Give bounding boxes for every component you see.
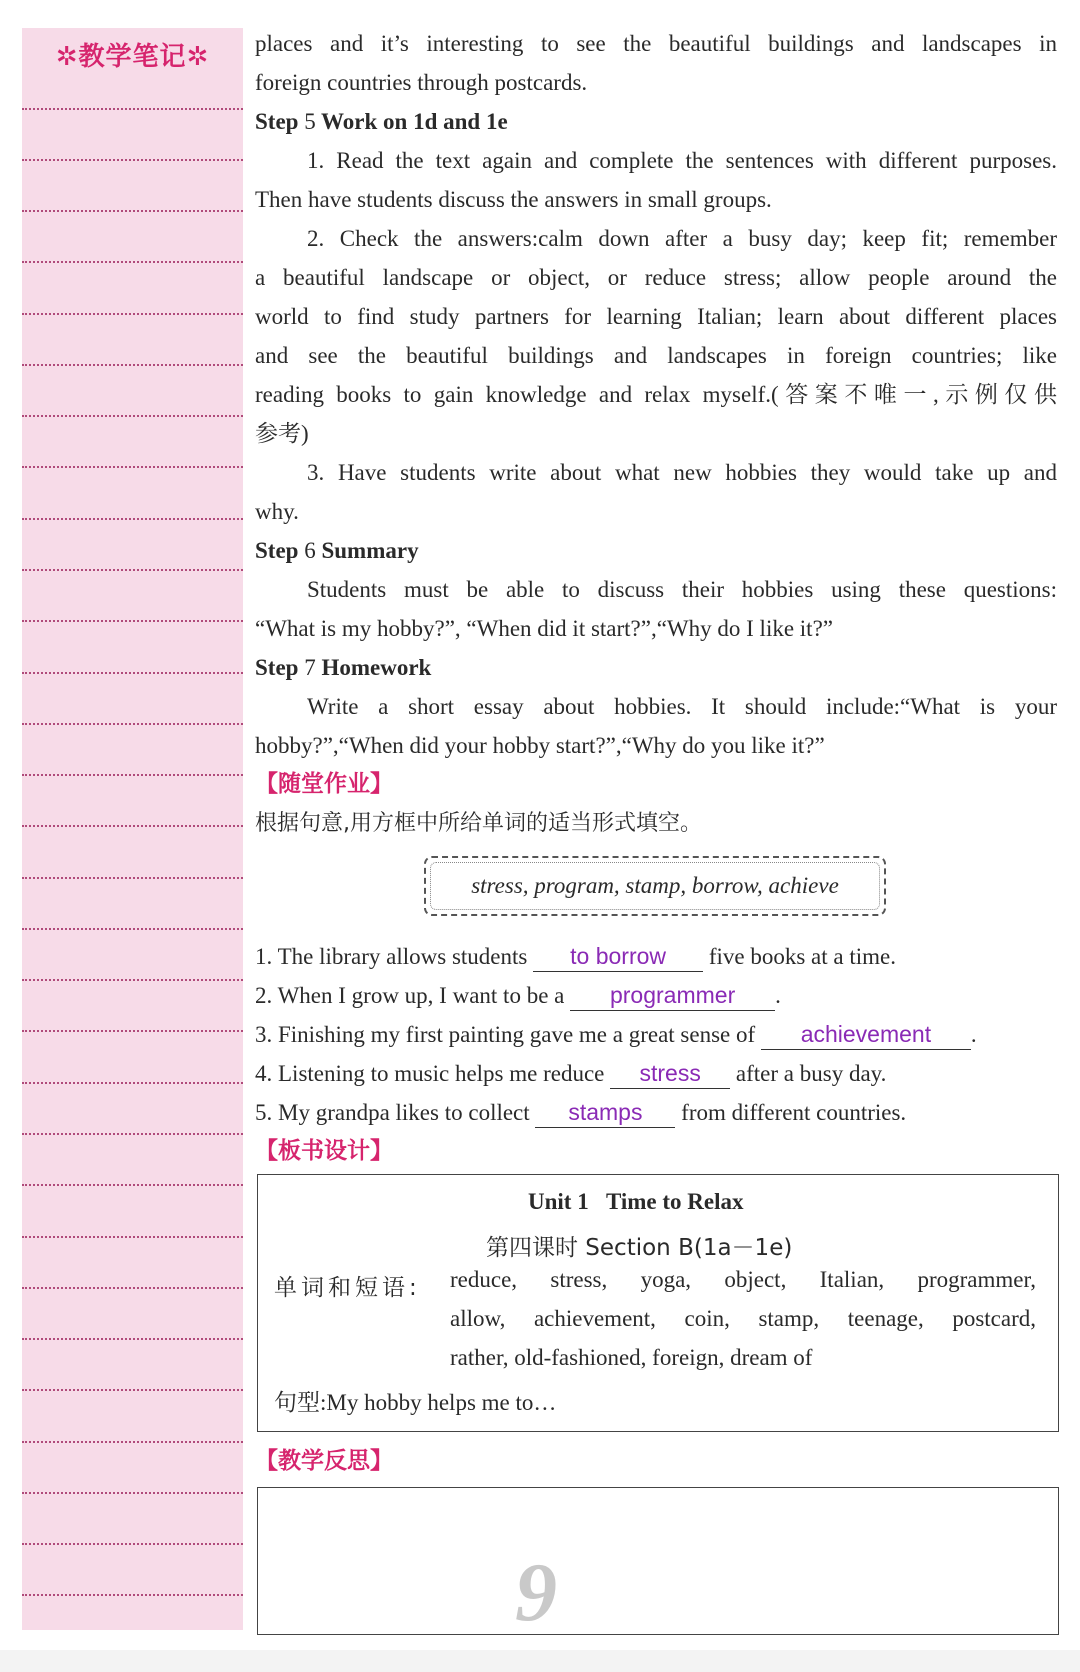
- answer-blank: achievement: [761, 1019, 971, 1050]
- answer-blank: stress: [610, 1058, 730, 1089]
- step-6-heading: Step 6 Summary: [255, 538, 419, 563]
- text-line: 3. Have students write about what new hobbies they would take up and: [307, 460, 1057, 485]
- note-line: [22, 261, 243, 263]
- board-vocab-line: allow, achievement, coin, stamp, teenage, postcard,: [450, 1306, 1036, 1331]
- note-line: [22, 672, 243, 674]
- text-line: 参考): [255, 421, 309, 446]
- text-line: and see the beautiful buildings and landscapes in foreign countries; like: [255, 343, 1057, 368]
- teaching-notes-title: ✲教学笔记✲: [55, 42, 210, 72]
- board-vocab-label: 单词和短语:: [274, 1275, 421, 1301]
- exercise-item: 1. The library allows students to borrow five books at a time.: [255, 937, 1057, 976]
- note-line: [22, 1236, 243, 1238]
- answer-blank: stamps: [535, 1097, 675, 1128]
- text-line: 2. Check the answers:calm down after a busy day; keep fit; remember: [307, 226, 1057, 251]
- step-7-heading: Step 7 Homework: [255, 655, 432, 680]
- note-line: [22, 466, 243, 468]
- note-line: [22, 1287, 243, 1289]
- note-line: [22, 1338, 243, 1340]
- note-line: [22, 1492, 243, 1494]
- note-line: [22, 415, 243, 417]
- note-line: [22, 1594, 243, 1596]
- note-line: [22, 569, 243, 571]
- note-line: [22, 313, 243, 315]
- text-line: places and it’s interesting to see the beautiful buildings and landscapes in: [255, 31, 1057, 56]
- note-line: [22, 210, 243, 212]
- board-subtitle: 第四课时 Section B(1a－1e): [486, 1235, 793, 1261]
- text-line: Students must be able to discuss their hobbies using these questions:: [307, 577, 1057, 602]
- exercise-item: 4. Listening to music helps me reduce stress after a busy day.: [255, 1054, 1057, 1093]
- homework-instruction: 根据句意,用方框中所给单词的适当形式填空。: [255, 811, 702, 836]
- exercise-item: 3. Finishing my first painting gave me a great sense of achievement .: [255, 1015, 1057, 1054]
- board-vocab-line: rather, old-fashioned, foreign, dream of: [450, 1345, 813, 1370]
- text-line: 1. Read the text again and complete the sentences with different purposes.: [307, 148, 1057, 173]
- step-5-heading: Step 5 Work on 1d and 1e: [255, 109, 508, 134]
- reflection-box: [257, 1487, 1059, 1635]
- word-box: [424, 856, 886, 916]
- board-sentence-pattern: 句型:My hobby helps me to…: [274, 1390, 557, 1415]
- note-line: [22, 1441, 243, 1443]
- note-line: [22, 1389, 243, 1391]
- text-line: a beautiful landscape or object, or reduce stress; allow people around the: [255, 265, 1057, 290]
- page-number: 9: [515, 1546, 557, 1639]
- note-line: [22, 108, 243, 110]
- homework-heading: 【随堂作业】: [255, 771, 393, 797]
- exercise-item: 2. When I grow up, I want to be a programmer .: [255, 976, 1057, 1015]
- text-line: Write a short essay about hobbies. It should include:“What is your: [307, 694, 1057, 719]
- note-line: [22, 979, 243, 981]
- note-line: [22, 518, 243, 520]
- note-line: [22, 364, 243, 366]
- board-design-box: [257, 1174, 1059, 1432]
- text-line: reading books to gain knowledge and relax myself.(答案不唯一,示例仅供: [255, 382, 1057, 407]
- note-line: [22, 774, 243, 776]
- answer-blank: to borrow: [533, 941, 703, 972]
- text-line: world to find study partners for learning Italian; learn about different places: [255, 304, 1057, 329]
- exercise-item: 5. My grandpa likes to collect stamps from different countries.: [255, 1093, 1057, 1132]
- note-line: [22, 1030, 243, 1032]
- text-line: hobby?”,“When did your hobby start?”,“Why do you like it?”: [255, 733, 825, 758]
- note-line: [22, 1184, 243, 1186]
- text-line: “What is my hobby?”, “When did it start?”,“Why do I like it?”: [255, 616, 833, 641]
- teaching-notes-column: [22, 28, 243, 1630]
- note-line: [22, 1082, 243, 1084]
- note-line: [22, 723, 243, 725]
- board-design-heading: 【板书设计】: [255, 1138, 393, 1164]
- note-line: [22, 1133, 243, 1135]
- note-line: [22, 825, 243, 827]
- reflection-heading: 【教学反思】: [255, 1448, 393, 1474]
- word-box-words: stress, program, stamp, borrow, achieve: [471, 873, 839, 898]
- note-line: [22, 877, 243, 879]
- text-line: foreign countries through postcards.: [255, 70, 588, 95]
- board-vocab-line: reduce, stress, yoga, object, Italian, programmer,: [450, 1267, 1036, 1292]
- answer-blank: programmer: [570, 980, 775, 1011]
- note-line: [22, 159, 243, 161]
- text-line: why.: [255, 499, 299, 524]
- note-line: [22, 620, 243, 622]
- note-line: [22, 928, 243, 930]
- board-title: Unit 1 Time to Relax: [528, 1189, 744, 1214]
- text-line: Then have students discuss the answers in small groups.: [255, 187, 772, 212]
- note-line: [22, 1543, 243, 1545]
